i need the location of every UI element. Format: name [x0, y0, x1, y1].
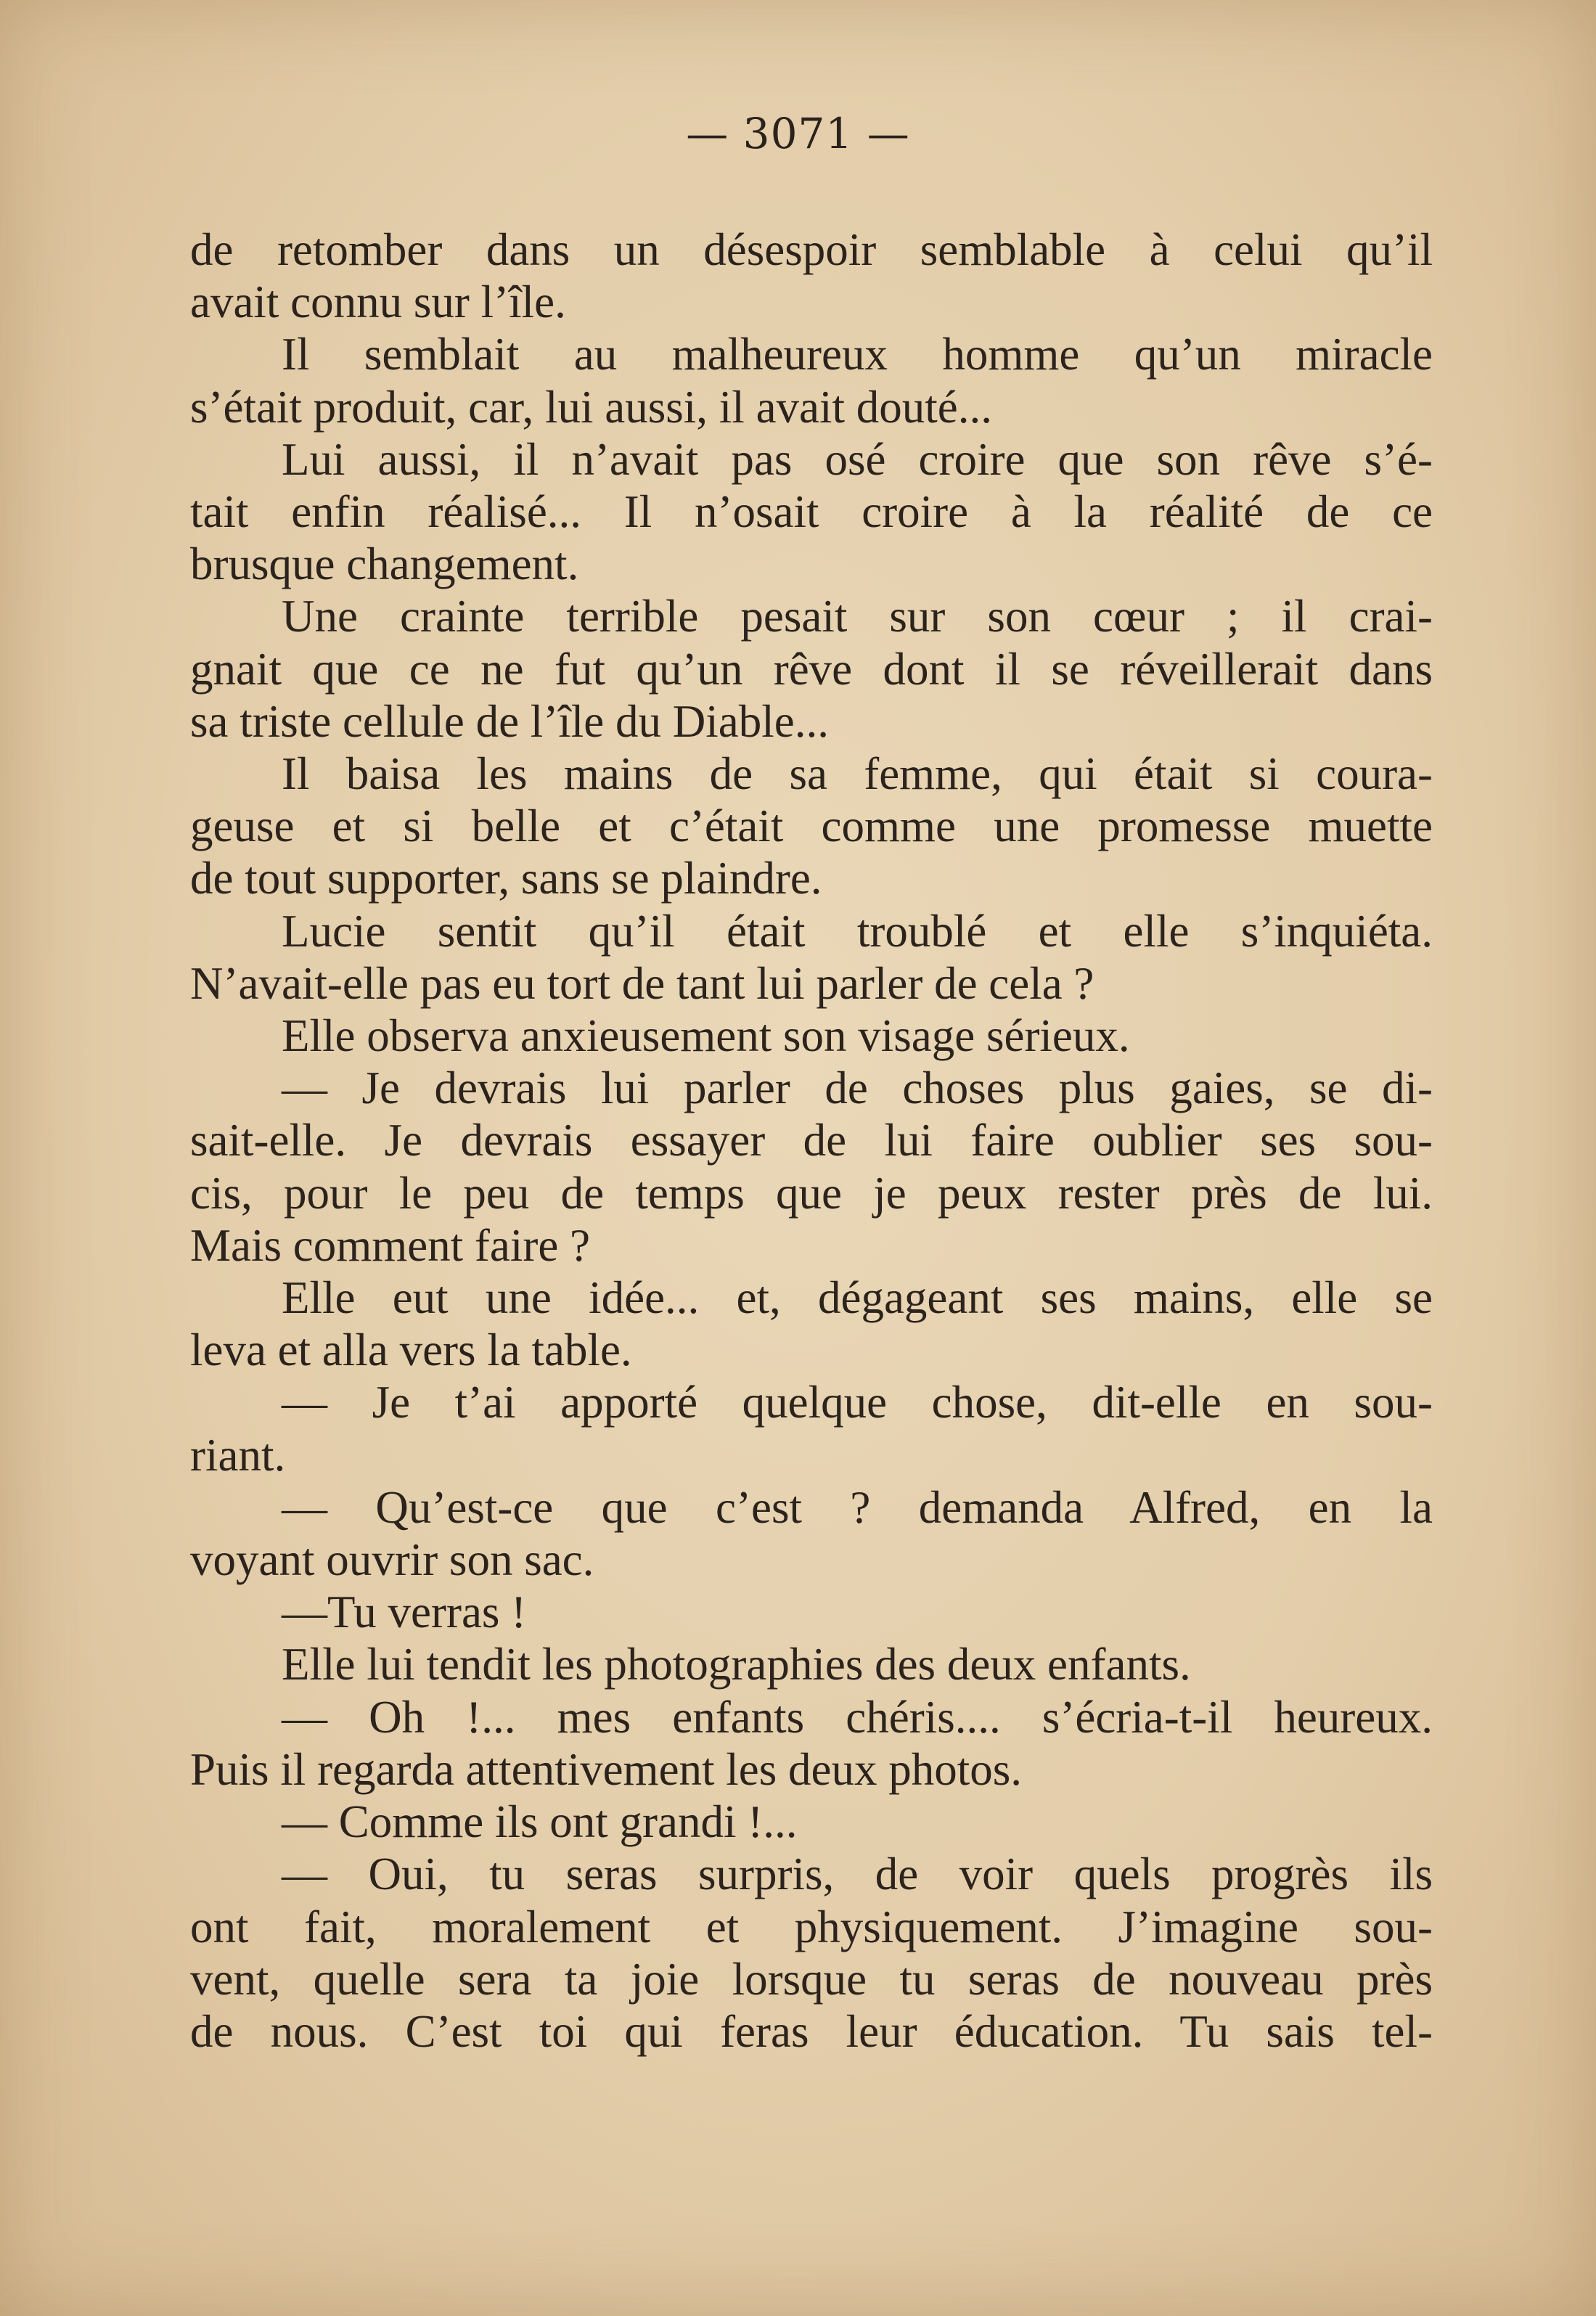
text-line: voyant ouvrir son sac.	[190, 1534, 594, 1586]
text-line: Lui aussi, il n’avait pas osé croire que son rêve s’é-	[282, 433, 1433, 485]
text-line: geuse et si belle et c’était comme une promesse muette	[190, 801, 1433, 852]
text-line: Elle eut une idée... et, dégageant ses mains, elle se	[282, 1272, 1433, 1324]
text-line: tait enfin réalisé... Il n’osait croire à la réalité de ce	[190, 486, 1433, 538]
text-line: Il baisa les mains de sa femme, qui était si coura-	[282, 748, 1433, 800]
text-line: — Comme ils ont grandi !...	[282, 1796, 798, 1848]
text-line: — Qu’est-ce que c’est ? demanda Alfred, en la	[282, 1481, 1433, 1533]
text-line: riant.	[190, 1429, 286, 1481]
text-line: — Oui, tu seras surpris, de voir quels progrès ils	[282, 1849, 1433, 1900]
text-line: s’était produit, car, lui aussi, il avait douté...	[190, 381, 992, 433]
text-line: Elle observa anxieusement son visage sérieux.	[282, 1010, 1130, 1062]
text-line: leva et alla vers la table.	[190, 1325, 632, 1376]
text-line: sait-elle. Je devrais essayer de lui faire oublier ses sou-	[190, 1115, 1433, 1166]
body-text	[190, 224, 1433, 2058]
text-line: — Je t’ai apporté quelque chose, dit-elle en sou-	[282, 1377, 1433, 1428]
text-line: cis, pour le peu de temps que je peux rester près de lui.	[190, 1167, 1433, 1219]
text-line: Une crainte terrible pesait sur son cœur ; il crai-	[282, 591, 1433, 642]
text-line: brusque changement.	[190, 539, 579, 590]
text-line: de tout supporter, sans se plaindre.	[190, 853, 822, 904]
text-line: N’avait-elle pas eu tort de tant lui parler de cela ?	[190, 957, 1094, 1009]
text-line: avait connu sur l’île.	[190, 277, 566, 328]
text-line: Mais comment faire ?	[190, 1219, 591, 1271]
text-line: de retomber dans un désespoir semblable à celui qu’il	[190, 224, 1433, 275]
text-line: gnait que ce ne fut qu’un rêve dont il se réveillerait dans	[190, 643, 1433, 695]
text-line: vent, quelle sera ta joie lorsque tu seras de nouveau près	[190, 1953, 1433, 2005]
text-line: sa triste cellule de l’île du Diable...	[190, 695, 829, 747]
text-line: — Je devrais lui parler de choses plus gaies, se di-	[282, 1063, 1433, 1114]
text-line: ont fait, moralement et physiquement. J’imagine sou-	[190, 1901, 1433, 1952]
text-line: Il semblait au malheureux homme qu’un miracle	[282, 329, 1433, 380]
text-line: — Oh !... mes enfants chéris.... s’écria-t-il heureux.	[282, 1691, 1433, 1743]
page-number: — 3071 —	[686, 109, 910, 158]
text-line: de nous. C’est toi qui feras leur éducation. Tu sais tel-	[190, 2005, 1433, 2057]
text-line: Elle lui tendit les photographies des deux enfants.	[282, 1639, 1191, 1690]
text-line: —Tu verras !	[282, 1587, 527, 1638]
text-line: Lucie sentit qu’il était troublé et elle s’inquiéta.	[282, 905, 1433, 957]
text-line: Puis il regarda attentivement les deux photos.	[190, 1743, 1022, 1795]
